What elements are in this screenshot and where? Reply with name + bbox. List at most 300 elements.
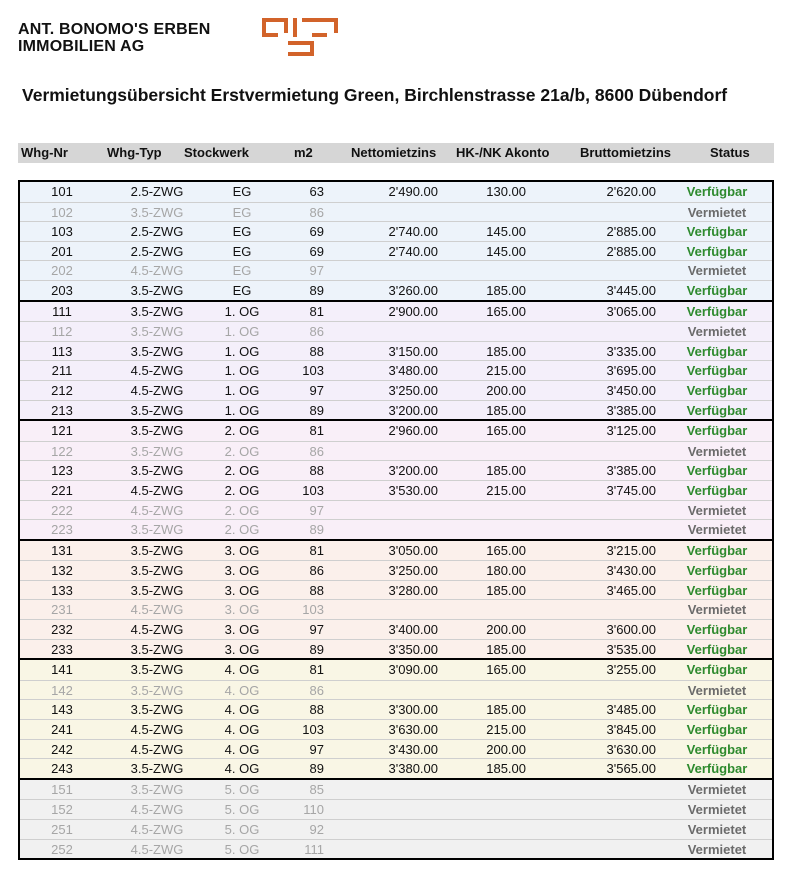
status-badge: Vermietet (687, 324, 747, 340)
cell-stockwerk: 3. OG (224, 622, 260, 638)
cell-m2: 103 (302, 722, 324, 738)
cell-typ: 3.5-ZWG (130, 423, 184, 439)
cell-nr: 131 (51, 542, 73, 558)
status-badge: Vermietet (687, 822, 747, 837)
table-row (20, 541, 772, 561)
cell-brutto: 3'600.00 (606, 622, 656, 638)
cell-m2: 69 (309, 224, 324, 240)
cell-nr: 201 (51, 243, 73, 259)
cell-nr: 211 (51, 363, 73, 379)
cell-brutto (580, 520, 656, 540)
column-header-brutto: Bruttomietzins (580, 145, 671, 160)
cell-netto: 3'250.00 (388, 563, 438, 579)
cell-nr: 142 (51, 682, 73, 698)
status-badge: Verfügbar (686, 582, 748, 598)
status-badge: Verfügbar (686, 662, 748, 678)
cell-netto: 3'200.00 (388, 402, 438, 418)
cell-nr: 143 (51, 702, 73, 718)
cell-stockwerk: 5. OG (224, 802, 260, 818)
cell-netto: 3'350.00 (388, 641, 438, 657)
cell-hk: 180.00 (486, 563, 526, 579)
table-row (20, 341, 772, 361)
cell-stockwerk: 5. OG (224, 841, 260, 857)
cell-brutto: 3'630.00 (606, 741, 656, 757)
cell-brutto: 2'620.00 (606, 184, 656, 199)
table-row (20, 799, 772, 819)
cell-nr: 113 (51, 343, 73, 359)
cell-netto: 2'490.00 (388, 184, 438, 199)
cell-stockwerk: 4. OG (224, 722, 260, 738)
cell-nr: 123 (51, 463, 73, 479)
floor-group (20, 541, 772, 661)
cell-stockwerk: 1. OG (224, 324, 260, 340)
table-row (20, 202, 772, 222)
status-badge: Verfügbar (686, 741, 748, 757)
status-badge: Verfügbar (686, 303, 748, 319)
table-row (20, 441, 772, 461)
cell-typ: 3.5-ZWG (130, 542, 184, 558)
status-badge: Vermietet (687, 841, 747, 857)
table-row (20, 639, 772, 659)
cell-typ: 3.5-ZWG (130, 343, 184, 359)
company-logo-icon (262, 17, 338, 57)
status-badge: Vermietet (687, 443, 747, 459)
cell-m2: 86 (309, 443, 324, 459)
cell-nr: 252 (51, 841, 73, 857)
cell-hk: 185.00 (486, 761, 526, 777)
cell-nr: 213 (51, 402, 73, 418)
status-badge: Vermietet (687, 204, 747, 220)
cell-stockwerk: 4. OG (224, 662, 260, 678)
cell-hk: 200.00 (486, 382, 526, 398)
apartment-table (18, 180, 774, 860)
cell-hk: 200.00 (486, 622, 526, 638)
table-row (20, 839, 772, 859)
floor-group (20, 780, 772, 860)
cell-netto (350, 840, 438, 860)
cell-m2: 69 (309, 243, 324, 259)
cell-typ: 4.5-ZWG (130, 363, 184, 379)
cell-brutto: 3'745.00 (606, 482, 656, 498)
cell-m2: 111 (304, 841, 324, 857)
status-badge: Vermietet (687, 802, 747, 818)
cell-nr: 202 (51, 263, 73, 279)
cell-hk (480, 840, 526, 860)
cell-typ: 4.5-ZWG (130, 382, 184, 398)
cell-brutto: 3'535.00 (606, 641, 656, 657)
cell-typ: 3.5-ZWG (130, 563, 184, 579)
cell-hk: 215.00 (486, 722, 526, 738)
table-row (20, 780, 772, 800)
status-badge: Vermietet (687, 502, 747, 518)
cell-stockwerk: 4. OG (224, 682, 260, 698)
cell-hk (480, 520, 526, 540)
cell-nr: 212 (51, 382, 73, 398)
cell-hk (480, 800, 526, 820)
cell-typ: 3.5-ZWG (130, 781, 184, 797)
cell-hk: 215.00 (486, 363, 526, 379)
status-badge: Verfügbar (686, 363, 748, 379)
cell-typ: 2.5-ZWG (130, 184, 184, 199)
cell-stockwerk: 3. OG (224, 542, 260, 558)
cell-m2: 63 (309, 184, 324, 199)
table-row (20, 380, 772, 400)
cell-netto (350, 322, 438, 342)
cell-typ: 4.5-ZWG (130, 502, 184, 518)
cell-netto: 3'530.00 (388, 482, 438, 498)
cell-netto (350, 442, 438, 462)
cell-netto (350, 800, 438, 820)
status-badge: Verfügbar (686, 224, 748, 240)
cell-netto (350, 501, 438, 521)
column-header-hk: HK-/NK Akonto (456, 145, 550, 160)
cell-nr: 232 (51, 622, 73, 638)
cell-brutto: 2'885.00 (606, 243, 656, 259)
cell-m2: 97 (309, 382, 324, 398)
cell-hk: 215.00 (486, 482, 526, 498)
cell-nr: 222 (51, 502, 73, 518)
cell-typ: 3.5-ZWG (130, 582, 184, 598)
cell-hk (480, 600, 526, 620)
cell-brutto: 3'450.00 (606, 382, 656, 398)
cell-netto (350, 600, 438, 620)
table-row (20, 680, 772, 700)
cell-stockwerk: 1. OG (224, 402, 260, 418)
cell-m2: 92 (309, 822, 324, 837)
company-name-line1: ANT. BONOMO'S ERBEN (18, 21, 211, 38)
cell-m2: 103 (302, 602, 324, 618)
cell-m2: 97 (309, 263, 324, 279)
cell-nr: 111 (52, 303, 72, 319)
cell-m2: 88 (309, 582, 324, 598)
cell-hk (480, 442, 526, 462)
cell-nr: 221 (51, 482, 73, 498)
status-badge: Vermietet (687, 522, 747, 538)
cell-typ: 3.5-ZWG (130, 682, 184, 698)
cell-netto: 3'280.00 (388, 582, 438, 598)
column-header-netto: Nettomietzins (351, 145, 437, 160)
cell-netto: 3'300.00 (388, 702, 438, 718)
cell-netto: 2'960.00 (388, 423, 438, 439)
floor-group (20, 182, 772, 302)
cell-stockwerk: 3. OG (224, 602, 260, 618)
table-row (20, 182, 772, 202)
cell-brutto (580, 840, 656, 860)
cell-typ: 4.5-ZWG (130, 802, 184, 818)
cell-brutto: 3'430.00 (606, 563, 656, 579)
cell-stockwerk: EG (232, 204, 252, 220)
cell-nr: 102 (51, 204, 73, 220)
cell-brutto: 3'695.00 (606, 363, 656, 379)
cell-typ: 4.5-ZWG (130, 263, 184, 279)
cell-stockwerk: 1. OG (224, 303, 260, 319)
cell-typ: 3.5-ZWG (130, 761, 184, 777)
cell-m2: 88 (309, 702, 324, 718)
cell-netto: 2'740.00 (388, 243, 438, 259)
cell-hk: 130.00 (486, 184, 526, 199)
cell-brutto: 3'845.00 (606, 722, 656, 738)
cell-stockwerk: 2. OG (224, 502, 260, 518)
column-header-nr: Whg-Nr (21, 145, 68, 160)
table-row (20, 400, 772, 420)
cell-m2: 81 (309, 662, 324, 678)
cell-nr: 251 (51, 822, 73, 837)
cell-brutto (580, 442, 656, 462)
status-badge: Verfügbar (686, 402, 748, 418)
status-badge: Verfügbar (686, 343, 748, 359)
cell-netto (350, 780, 438, 800)
cell-netto: 2'900.00 (388, 303, 438, 319)
cell-netto (350, 203, 438, 223)
cell-stockwerk: 4. OG (224, 741, 260, 757)
cell-netto: 3'200.00 (388, 463, 438, 479)
cell-brutto: 3'445.00 (606, 282, 656, 298)
cell-typ: 4.5-ZWG (130, 741, 184, 757)
cell-brutto (580, 600, 656, 620)
cell-m2: 97 (309, 741, 324, 757)
cell-typ: 3.5-ZWG (130, 463, 184, 479)
cell-stockwerk: EG (232, 282, 252, 298)
cell-netto (350, 820, 438, 840)
cell-stockwerk: 5. OG (224, 781, 260, 797)
table-row (20, 302, 772, 322)
cell-netto: 3'480.00 (388, 363, 438, 379)
table-header (18, 143, 774, 163)
cell-m2: 103 (302, 482, 324, 498)
cell-typ: 2.5-ZWG (130, 224, 184, 240)
cell-netto: 3'090.00 (388, 662, 438, 678)
cell-hk: 145.00 (486, 243, 526, 259)
cell-stockwerk: 4. OG (224, 702, 260, 718)
cell-brutto: 3'485.00 (606, 702, 656, 718)
cell-hk: 185.00 (486, 582, 526, 598)
table-row (20, 480, 772, 500)
cell-typ: 4.5-ZWG (130, 822, 184, 837)
table-row (20, 241, 772, 261)
cell-m2: 97 (309, 502, 324, 518)
cell-nr: 241 (51, 722, 73, 738)
cell-m2: 89 (309, 641, 324, 657)
cell-typ: 4.5-ZWG (130, 482, 184, 498)
cell-brutto: 3'385.00 (606, 463, 656, 479)
cell-brutto: 3'465.00 (606, 582, 656, 598)
cell-m2: 81 (309, 542, 324, 558)
cell-nr: 112 (51, 324, 73, 340)
cell-hk (480, 203, 526, 223)
cell-typ: 3.5-ZWG (130, 303, 184, 319)
status-badge: Vermietet (687, 781, 747, 797)
cell-brutto: 3'215.00 (606, 542, 656, 558)
status-badge: Verfügbar (686, 622, 748, 638)
cell-stockwerk: 2. OG (224, 443, 260, 459)
cell-stockwerk: 2. OG (224, 423, 260, 439)
cell-m2: 88 (309, 343, 324, 359)
cell-nr: 243 (51, 761, 73, 777)
cell-m2: 81 (309, 303, 324, 319)
cell-hk: 185.00 (486, 463, 526, 479)
cell-brutto: 3'335.00 (606, 343, 656, 359)
cell-netto: 3'630.00 (388, 722, 438, 738)
status-badge: Verfügbar (686, 482, 748, 498)
table-row (20, 739, 772, 759)
cell-nr: 242 (51, 741, 73, 757)
table-row (20, 758, 772, 778)
cell-brutto: 3'125.00 (606, 423, 656, 439)
cell-m2: 86 (309, 324, 324, 340)
cell-nr: 231 (51, 602, 73, 618)
cell-nr: 122 (51, 443, 73, 459)
cell-nr: 121 (51, 423, 73, 439)
table-row (20, 260, 772, 280)
cell-typ: 3.5-ZWG (130, 282, 184, 298)
table-row (20, 221, 772, 241)
cell-brutto: 2'885.00 (606, 224, 656, 240)
table-row (20, 819, 772, 839)
company-name-line2: IMMOBILIEN AG (18, 38, 145, 55)
table-row (20, 421, 772, 441)
cell-m2: 89 (309, 402, 324, 418)
company-name (18, 21, 211, 55)
cell-nr: 141 (51, 662, 73, 678)
table-row (20, 360, 772, 380)
cell-nr: 103 (51, 224, 73, 240)
column-header-typ: Whg-Typ (107, 145, 162, 160)
cell-netto: 3'150.00 (388, 343, 438, 359)
cell-m2: 97 (309, 622, 324, 638)
cell-stockwerk: 5. OG (224, 822, 260, 837)
cell-m2: 86 (309, 563, 324, 579)
status-badge: Verfügbar (686, 563, 748, 579)
cell-netto (350, 681, 438, 701)
cell-typ: 3.5-ZWG (130, 443, 184, 459)
status-badge: Vermietet (687, 263, 747, 279)
cell-m2: 81 (309, 423, 324, 439)
table-row (20, 660, 772, 680)
cell-netto: 3'400.00 (388, 622, 438, 638)
cell-nr: 132 (51, 563, 73, 579)
cell-hk (480, 820, 526, 840)
cell-hk (480, 261, 526, 281)
table-row (20, 580, 772, 600)
cell-m2: 86 (309, 682, 324, 698)
cell-hk: 145.00 (486, 224, 526, 240)
table-row (20, 619, 772, 639)
status-badge: Verfügbar (686, 382, 748, 398)
table-row (20, 519, 772, 539)
cell-brutto: 3'255.00 (606, 662, 656, 678)
cell-typ: 4.5-ZWG (130, 622, 184, 638)
floor-group (20, 302, 772, 422)
cell-netto: 2'740.00 (388, 224, 438, 240)
cell-nr: 151 (51, 781, 73, 797)
table-row (20, 599, 772, 619)
cell-brutto (580, 203, 656, 223)
cell-nr: 101 (51, 184, 73, 199)
cell-nr: 223 (51, 522, 73, 538)
cell-typ: 3.5-ZWG (130, 402, 184, 418)
cell-m2: 89 (309, 282, 324, 298)
cell-stockwerk: 4. OG (224, 761, 260, 777)
cell-stockwerk: 2. OG (224, 463, 260, 479)
cell-hk: 165.00 (486, 423, 526, 439)
cell-brutto (580, 681, 656, 701)
status-badge: Verfügbar (686, 282, 748, 298)
cell-hk (480, 501, 526, 521)
cell-hk: 165.00 (486, 662, 526, 678)
cell-m2: 88 (309, 463, 324, 479)
cell-typ: 3.5-ZWG (130, 641, 184, 657)
cell-nr: 233 (51, 641, 73, 657)
table-row (20, 719, 772, 739)
status-badge: Verfügbar (686, 463, 748, 479)
cell-m2: 103 (302, 363, 324, 379)
cell-m2: 89 (309, 522, 324, 538)
cell-stockwerk: EG (232, 263, 252, 279)
status-badge: Verfügbar (686, 243, 748, 259)
cell-brutto (580, 780, 656, 800)
cell-m2: 86 (309, 204, 324, 220)
cell-typ: 3.5-ZWG (130, 324, 184, 340)
cell-typ: 3.5-ZWG (130, 662, 184, 678)
cell-hk (480, 681, 526, 701)
floor-group (20, 421, 772, 541)
cell-hk: 200.00 (486, 741, 526, 757)
cell-stockwerk: 3. OG (224, 563, 260, 579)
table-row (20, 560, 772, 580)
cell-m2: 85 (309, 781, 324, 797)
cell-m2: 110 (303, 802, 324, 818)
page-title: Vermietungsübersicht Erstvermietung Green, Birchlenstrasse 21a/b, 8600 Dübendorf (22, 85, 728, 105)
cell-stockwerk: 2. OG (224, 482, 260, 498)
cell-brutto (580, 820, 656, 840)
status-badge: Verfügbar (686, 423, 748, 439)
cell-stockwerk: 2. OG (224, 522, 260, 538)
cell-nr: 133 (51, 582, 73, 598)
status-badge: Verfügbar (686, 542, 748, 558)
cell-stockwerk: 3. OG (224, 582, 260, 598)
cell-hk (480, 322, 526, 342)
cell-nr: 203 (51, 282, 73, 298)
cell-brutto: 3'385.00 (606, 402, 656, 418)
status-badge: Verfügbar (686, 761, 748, 777)
column-header-stockwerk: Stockwerk (184, 145, 250, 160)
cell-brutto (580, 501, 656, 521)
cell-hk: 185.00 (486, 282, 526, 298)
cell-stockwerk: 1. OG (224, 382, 260, 398)
status-badge: Verfügbar (686, 641, 748, 657)
status-badge: Verfügbar (686, 184, 748, 199)
status-badge: Vermietet (687, 602, 747, 618)
cell-stockwerk: 1. OG (224, 363, 260, 379)
cell-stockwerk: EG (232, 243, 252, 259)
cell-m2: 89 (309, 761, 324, 777)
status-badge: Verfügbar (686, 722, 748, 738)
status-badge: Verfügbar (686, 702, 748, 718)
cell-hk: 185.00 (486, 343, 526, 359)
status-badge: Vermietet (687, 682, 747, 698)
cell-netto: 3'260.00 (388, 282, 438, 298)
cell-typ: 4.5-ZWG (130, 722, 184, 738)
cell-brutto: 3'565.00 (606, 761, 656, 777)
cell-hk (480, 780, 526, 800)
cell-brutto (580, 261, 656, 281)
cell-stockwerk: EG (232, 224, 252, 240)
cell-netto (350, 520, 438, 540)
cell-brutto (580, 322, 656, 342)
cell-typ: 3.5-ZWG (130, 204, 184, 220)
cell-typ: 2.5-ZWG (130, 243, 184, 259)
cell-stockwerk: 1. OG (224, 343, 260, 359)
